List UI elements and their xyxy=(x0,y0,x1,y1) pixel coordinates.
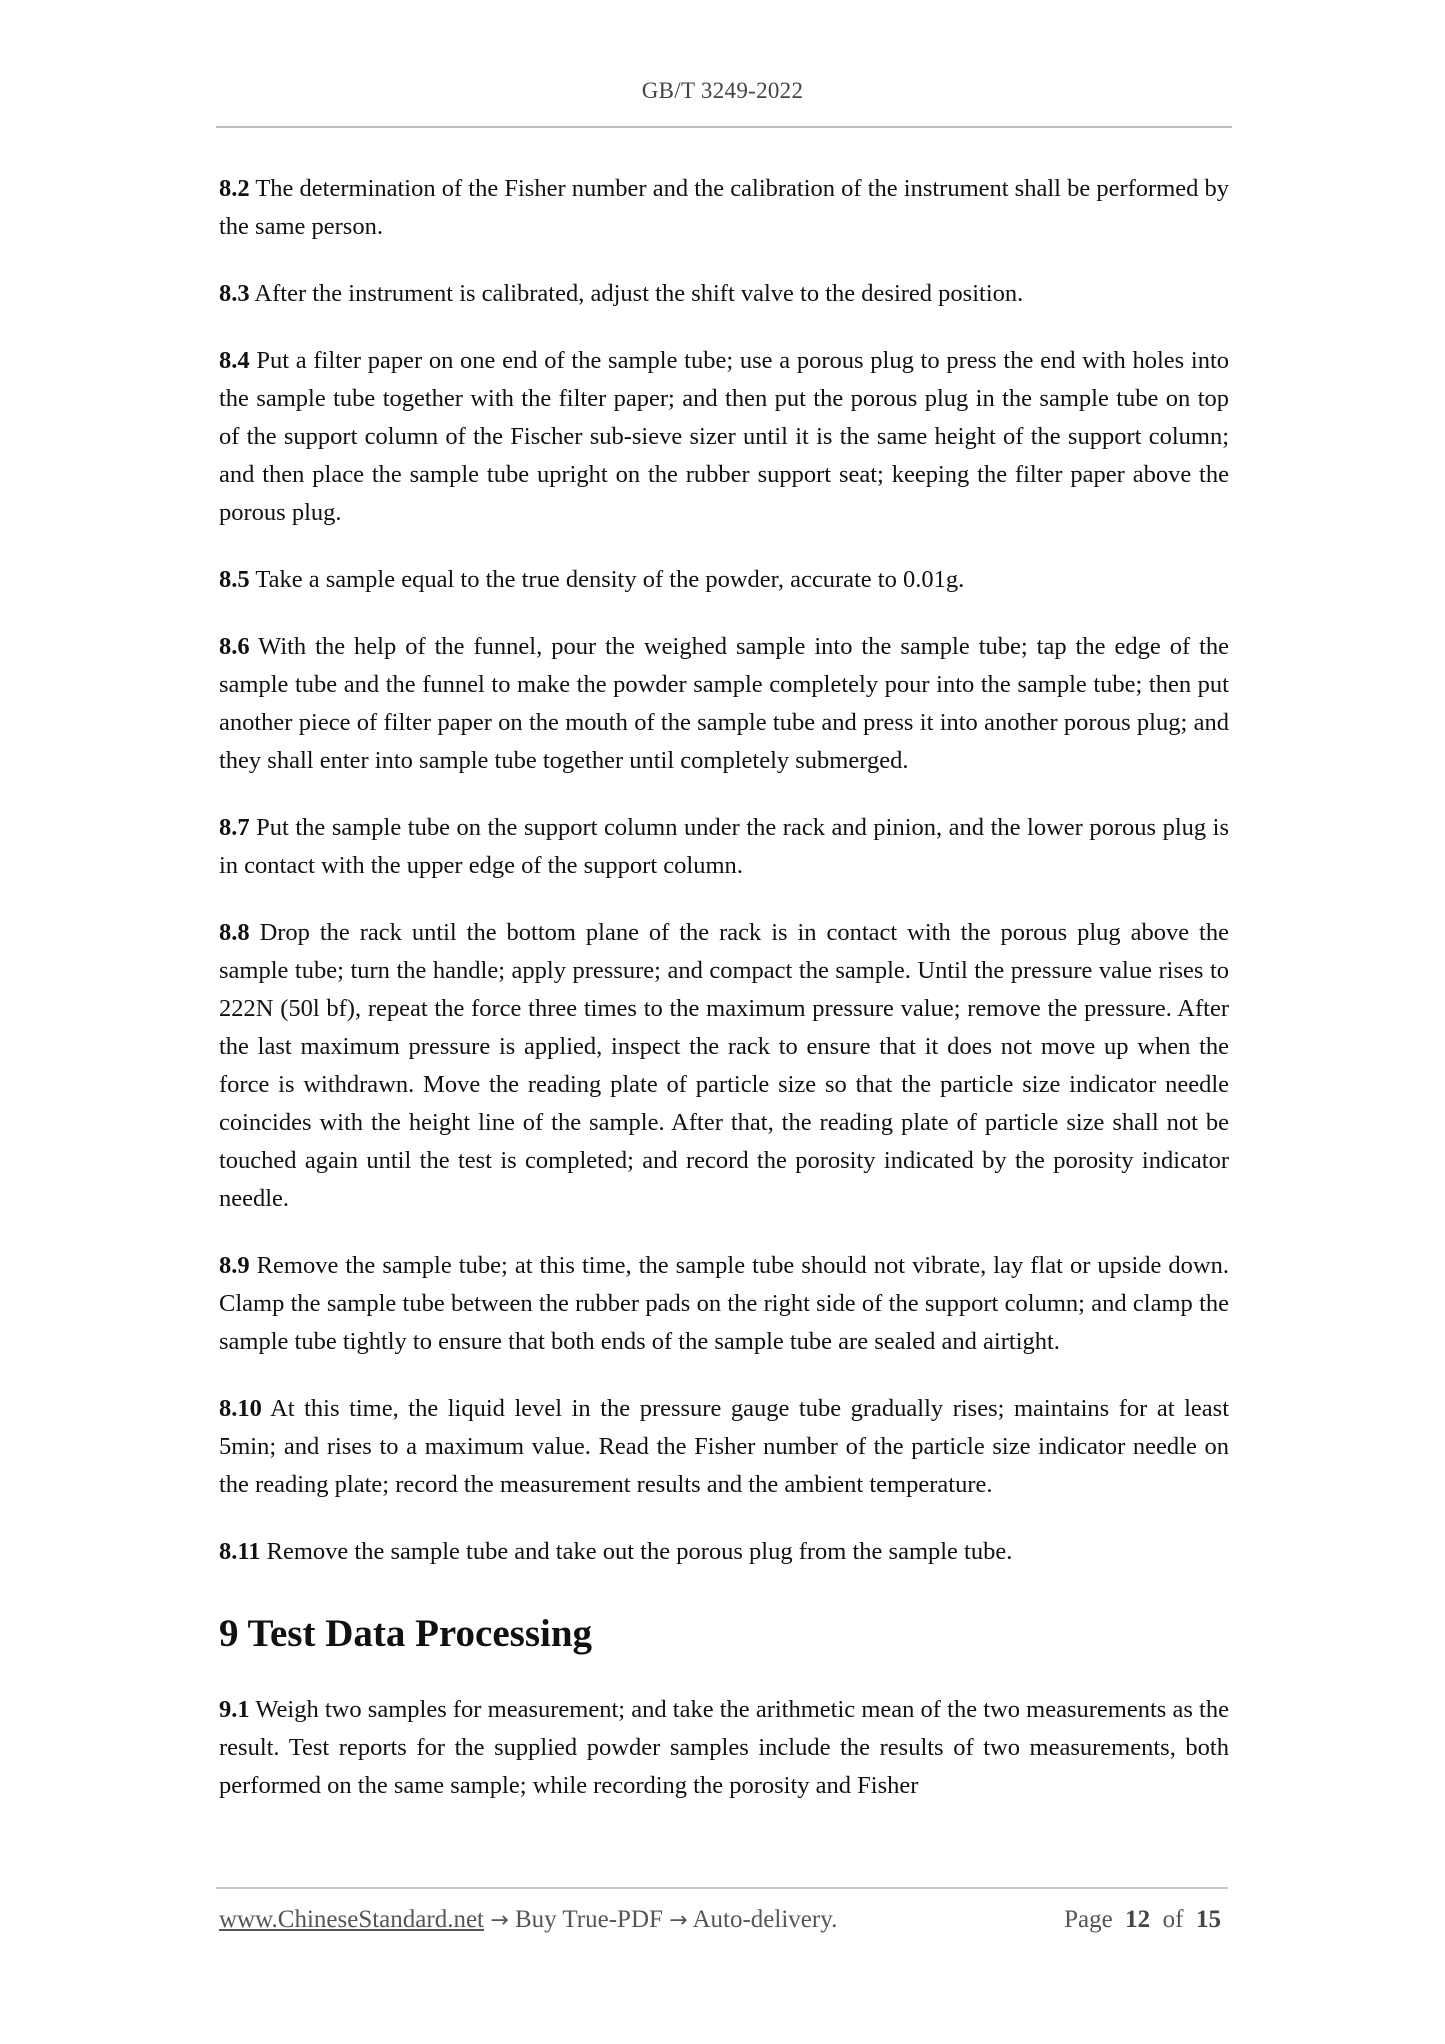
clause-9-1 xyxy=(219,1691,1229,1805)
clause-number: 9.1 xyxy=(219,1696,250,1723)
clause-number: 8.7 xyxy=(219,814,250,841)
buy-pdf-text: Buy True-PDF xyxy=(514,1906,663,1933)
clause-number: 8.5 xyxy=(219,566,250,593)
document-code-header: GB/T 3249-2022 xyxy=(641,78,804,103)
clause-8-2 xyxy=(219,170,1229,246)
clause-number: 8.11 xyxy=(219,1538,261,1565)
page-total: 15 xyxy=(1196,1906,1221,1933)
clause-text: Weigh two samples for measurement; and take the arithmetic mean of the two measurements as the result. Test reports for the supplied powder samples include the results of two measurements, both performed on the same sample; while recording the porosity and Fisher xyxy=(219,1696,1229,1799)
footer-promo xyxy=(219,1906,837,1934)
website-link[interactable]: www.ChineseStandard.net xyxy=(219,1906,484,1933)
clause-text: With the help of the funnel, pour the weighed sample into the sample tube; tap the edge of the sample tube and the funnel to make the powder sample completely pour into the sample tube; then put another piece of filter paper on the mouth of the sample tube and press it into another porous plug; and they shall enter into sample tube together until completely submerged. xyxy=(219,633,1230,774)
auto-delivery-text: Auto-delivery. xyxy=(692,1906,838,1933)
page-footer xyxy=(219,1906,1225,1946)
section-9-heading: 9 Test Data Processing xyxy=(219,1612,593,1655)
clause-number: 8.10 xyxy=(219,1395,262,1422)
arrow-right-icon: → xyxy=(490,1908,509,1933)
clause-text: Drop the rack until the bottom plane of the rack is in contact with the porous plug above the sample tube; turn the handle; apply pressure; and compact the sample. Until the pressure value rises to 222N (50l bf), repeat the force three times to the maximum pressure value; remove the pressure. After the last maximum pressure is applied, inspect the rack to ensure that it does not move up when the force is withdrawn. Move the reading plate of particle size so that the particle size indicator needle coincides with the height line of the sample. After that, the reading plate of particle size shall not be touched again until the test is completed; and record the porosity indicated by the porosity indicator needle. xyxy=(219,919,1229,1212)
header-divider xyxy=(216,126,1232,128)
clause-8-7 xyxy=(219,809,1229,885)
clause-text: The determination of the Fisher number and the calibration of the instrument shall be performed by the same person. xyxy=(219,175,1230,240)
clause-8-10 xyxy=(219,1390,1229,1504)
clause-text: Remove the sample tube and take out the porous plug from the sample tube. xyxy=(266,1538,1013,1565)
footer-divider xyxy=(216,1887,1228,1889)
clause-8-5 xyxy=(219,561,1229,599)
clause-8-3 xyxy=(219,275,1229,313)
clause-text: Remove the sample tube; at this time, the sample tube should not vibrate, lay flat or upside down. Clamp the sample tube between the rubber pads on the right side of the support column; and clamp the sample tube tightly to ensure that both ends of the sample tube are sealed and airtight. xyxy=(219,1252,1229,1355)
page-indicator xyxy=(1064,1906,1221,1934)
clause-8-8 xyxy=(219,914,1229,1218)
of-label: of xyxy=(1162,1906,1184,1933)
clause-8-9 xyxy=(219,1247,1229,1361)
document-body xyxy=(219,170,1229,1834)
clause-text: After the instrument is calibrated, adjust the shift valve to the desired position. xyxy=(254,280,1024,307)
clause-text: Put the sample tube on the support column under the rack and pinion, and the lower porous plug is in contact with the upper edge of the support column. xyxy=(219,814,1229,879)
clause-number: 8.3 xyxy=(219,280,250,307)
clause-text: Take a sample equal to the true density of the powder, accurate to 0.01g. xyxy=(255,566,965,593)
page-label: Page xyxy=(1064,1906,1113,1933)
clause-text: Put a filter paper on one end of the sample tube; use a porous plug to press the end with holes into the sample tube together with the filter paper; and then put the porous plug in the sample tube on top of the support column of the Fischer sub-sieve sizer until it is the same height of the support column; and then place the sample tube upright on the rubber support seat; keeping the filter paper above the porous plug. xyxy=(219,347,1230,526)
clause-number: 8.6 xyxy=(219,633,250,660)
clause-number: 8.9 xyxy=(219,1252,250,1279)
page-current: 12 xyxy=(1125,1906,1151,1933)
clause-number: 8.2 xyxy=(219,175,250,202)
clause-number: 8.8 xyxy=(219,919,250,946)
clause-8-6 xyxy=(219,628,1229,780)
arrow-right-icon: → xyxy=(669,1908,688,1933)
clause-8-11 xyxy=(219,1533,1229,1571)
clause-8-4 xyxy=(219,342,1229,532)
clause-number: 8.4 xyxy=(219,347,250,374)
clause-text: At this time, the liquid level in the pressure gauge tube gradually rises; maintains for at least 5min; and rises to a maximum value. Read the Fisher number of the particle size indicator needle on the reading plate; record the measurement results and the ambient temperature. xyxy=(219,1395,1229,1498)
